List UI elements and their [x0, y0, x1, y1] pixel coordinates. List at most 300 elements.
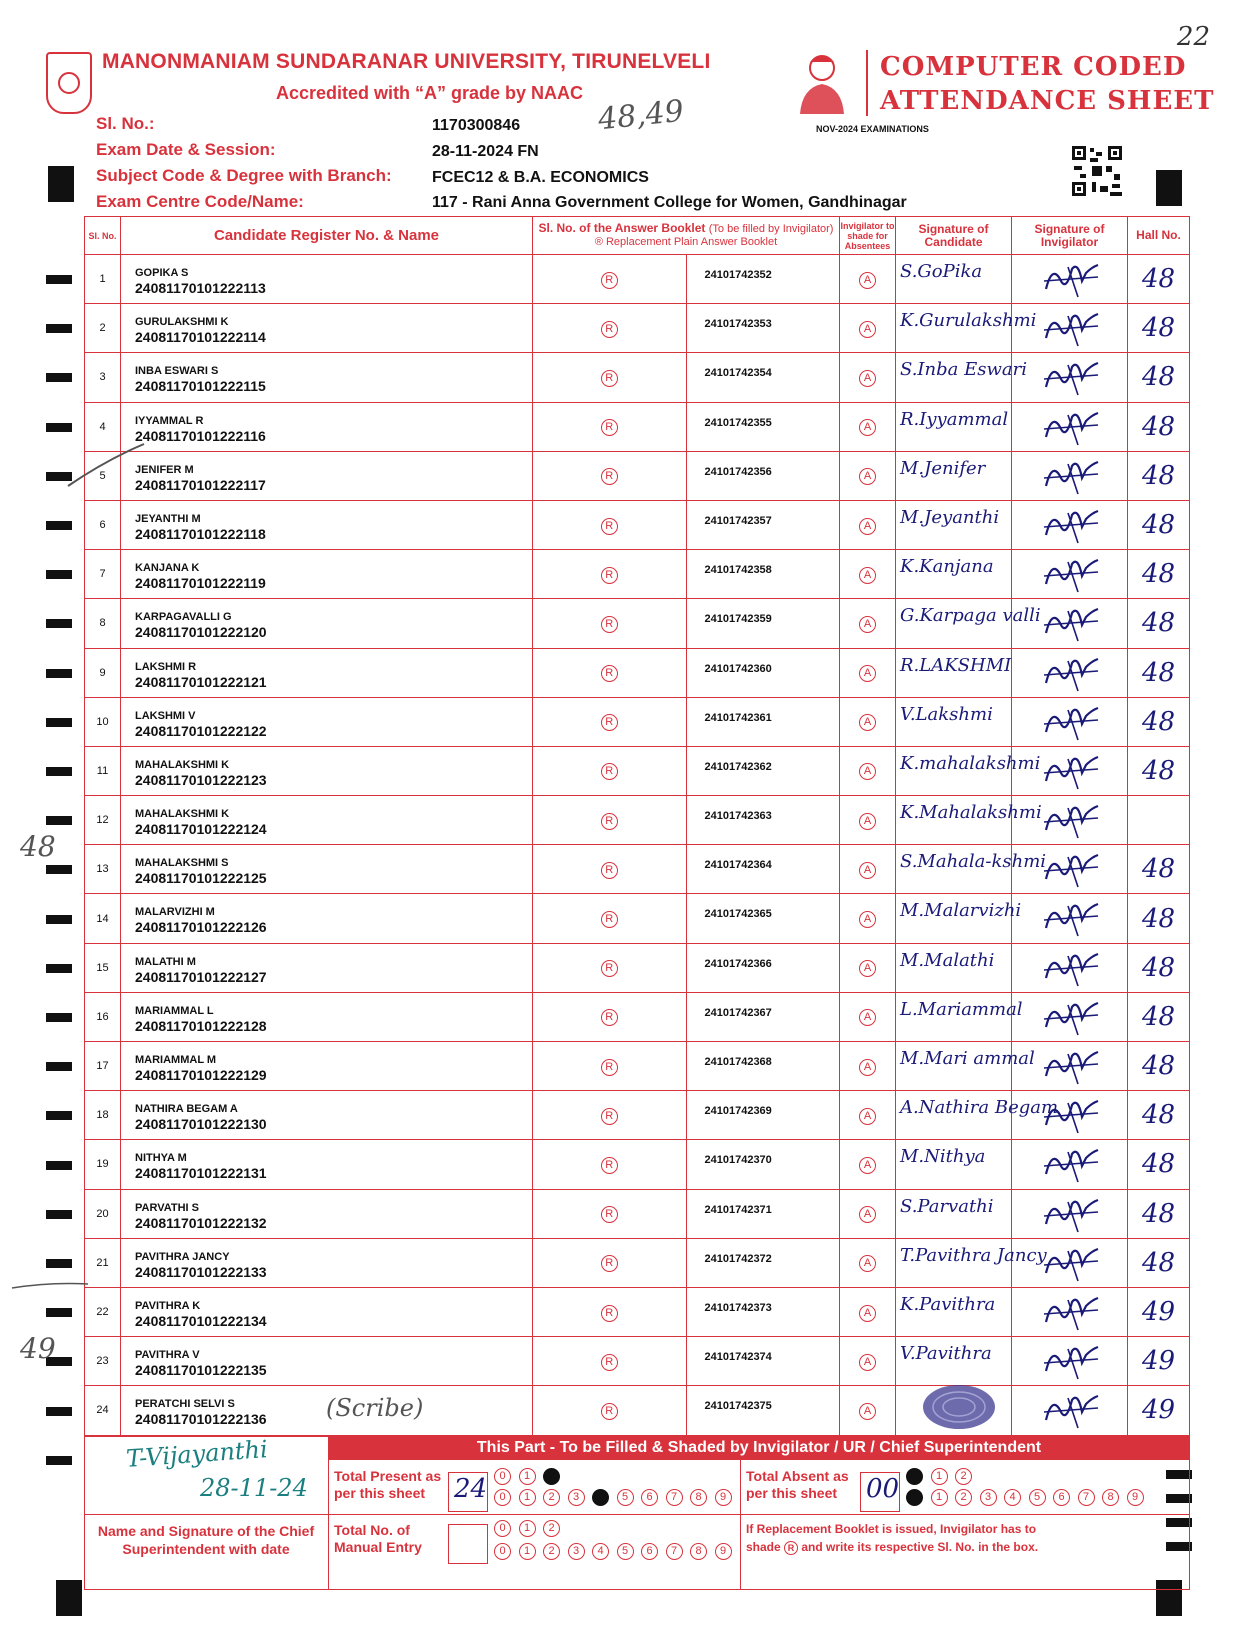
manual-entry-label: Total No. of Manual Entry	[334, 1522, 422, 1555]
candidate-name: MAHALAKSHMI S	[135, 857, 229, 870]
candidate-name: MALARVIZHI M	[135, 906, 215, 919]
digit-bubble[interactable]: 6	[641, 1489, 658, 1506]
row-hall-no	[1128, 255, 1190, 304]
candidate-signature: T.Pavithra Jancy	[900, 1244, 1047, 1266]
row-candidate-signature	[896, 1042, 1035, 1091]
timing-mark	[46, 570, 72, 579]
candidate-signature: K.Pavithra	[900, 1293, 996, 1315]
row-absent-cell	[840, 648, 896, 697]
absent-bubble[interactable]: A	[859, 1206, 876, 1223]
absent-bubble[interactable]: A	[859, 419, 876, 436]
row-invigilator-signature	[1012, 894, 1128, 943]
timing-mark	[46, 865, 72, 874]
table-row	[85, 943, 1190, 992]
invigilator-signature-mark	[1038, 751, 1102, 791]
row-sl-no: 13	[85, 845, 121, 894]
invigilator-signature-mark	[1038, 849, 1102, 889]
replacement-bubble[interactable]: R	[601, 1255, 618, 1272]
replacement-header-note: ® Replacement Plain Answer Booklet	[594, 236, 778, 248]
candidate-signature: L.Mariammal	[900, 998, 1023, 1020]
replacement-bubble[interactable]: R	[601, 370, 618, 387]
absent-bubble[interactable]: A	[859, 370, 876, 387]
invigilator-signature-mark	[1038, 1390, 1102, 1430]
replacement-bubble[interactable]: R	[601, 321, 618, 338]
table-row	[85, 1042, 1190, 1091]
row-replacement-cell	[533, 648, 687, 697]
row-candidate-signature	[896, 1287, 1012, 1336]
candidate-register-no: 24081170101222134	[135, 1312, 267, 1329]
digit-bubble[interactable]: 7	[666, 1543, 683, 1560]
candidate-signature: S.GoPika	[900, 261, 983, 282]
table-row	[85, 500, 1190, 549]
row-candidate	[121, 796, 533, 845]
row-hall-no	[1128, 1337, 1190, 1386]
row-booklet-no: 24101742371	[686, 1189, 840, 1238]
candidate-register-no: 24081170101222130	[135, 1116, 267, 1133]
row-invigilator-signature	[1012, 1287, 1128, 1336]
row-candidate	[121, 599, 533, 648]
subject-label: Subject Code & Degree with Branch:	[96, 166, 392, 185]
hall-no-value: 48	[1141, 1100, 1176, 1131]
col-header-hall-no: Hall No.	[1128, 217, 1190, 255]
divider	[84, 1514, 1190, 1515]
candidate-name: PERATCHI SELVI S	[135, 1398, 235, 1411]
row-candidate-signature	[896, 353, 1027, 402]
row-absent-cell	[840, 992, 896, 1041]
manual-entry-box[interactable]	[448, 1524, 488, 1564]
row-replacement-cell	[533, 1189, 687, 1238]
invigilator-signature-mark	[1038, 800, 1102, 840]
row-sl-no: 15	[85, 943, 121, 992]
absent-bubble[interactable]: A	[859, 321, 876, 338]
col-header-invigilator-signature: Signature of Invigilator	[1012, 217, 1128, 255]
digit-bubble[interactable]: 1	[519, 1468, 536, 1485]
row-hall-no	[1128, 402, 1190, 451]
row-replacement-cell	[533, 1238, 687, 1287]
candidate-register-no: 24081170101222135	[135, 1362, 267, 1379]
digit-bubble[interactable]: 0	[494, 1468, 511, 1485]
row-invigilator-signature	[1012, 451, 1128, 500]
chief-superintendent-date: 28-11-24	[200, 1474, 308, 1502]
row-replacement-cell	[533, 1140, 687, 1189]
total-absent-units-bubbles[interactable]	[906, 1489, 1144, 1506]
row-replacement-cell	[533, 304, 687, 353]
absent-bubble[interactable]: A	[859, 1255, 876, 1272]
replacement-bubble[interactable]: R	[601, 1108, 618, 1125]
candidate-register-no: 24081170101222119	[135, 575, 266, 592]
digit-bubble[interactable]: 7	[1078, 1489, 1095, 1506]
replacement-bubble[interactable]: R	[601, 714, 618, 731]
candidate-signature: K.Gurulakshmi	[900, 310, 1037, 332]
candidate-name: NATHIRA BEGAM A	[135, 1103, 238, 1116]
row-replacement-cell	[533, 402, 687, 451]
total-present-units-bubbles[interactable]	[494, 1489, 732, 1506]
digit-bubble[interactable]: 1	[931, 1489, 948, 1506]
sl-no-value: 1170300846	[432, 117, 521, 134]
row-absent-cell	[840, 1140, 896, 1189]
replacement-bubble[interactable]: R	[601, 960, 618, 977]
invigilator-signature-mark	[1038, 1046, 1102, 1086]
row-absent-cell	[840, 1042, 896, 1091]
replacement-bubble[interactable]: R	[601, 518, 618, 535]
total-present-value: 24	[454, 1474, 488, 1504]
row-hall-no	[1128, 1386, 1190, 1435]
row-hall-no	[1128, 1140, 1190, 1189]
row-invigilator-signature	[1012, 1042, 1128, 1091]
divider	[328, 1436, 329, 1590]
handwritten-hall-numbers: 48,49	[596, 93, 686, 138]
replacement-bubble[interactable]: R	[601, 1403, 618, 1420]
hall-no-value: 48	[1141, 460, 1176, 491]
digit-bubble[interactable]: 8	[690, 1543, 707, 1560]
candidate-name: JEYANTHI M	[135, 512, 201, 525]
table-row	[85, 1386, 1190, 1435]
absent-bubble[interactable]: A	[859, 518, 876, 535]
timing-mark	[46, 767, 72, 776]
timing-mark	[46, 669, 72, 678]
candidate-name: MAHALAKSHMI K	[135, 808, 230, 821]
row-sl-no: 7	[85, 550, 121, 599]
digit-bubble[interactable]: 4	[592, 1489, 609, 1506]
digit-bubble[interactable]: 0	[906, 1468, 923, 1485]
table-row	[85, 550, 1190, 599]
candidate-signature: R.Iyyammal	[900, 408, 1009, 430]
absent-bubble[interactable]: A	[859, 665, 876, 682]
row-candidate-signature	[896, 500, 1012, 549]
row-candidate-signature	[896, 992, 1023, 1041]
chief-superintendent-signature: T-Vijayanthi	[125, 1435, 269, 1473]
absent-bubble[interactable]: A	[859, 960, 876, 977]
digit-bubble[interactable]: 0	[494, 1543, 511, 1560]
row-booklet-no: 24101742361	[686, 697, 840, 746]
row-candidate	[121, 648, 533, 697]
invigilator-signature-mark	[1038, 1243, 1102, 1283]
row-replacement-cell	[533, 599, 687, 648]
row-invigilator-signature	[1012, 1386, 1128, 1435]
table-row	[85, 992, 1190, 1041]
hall-no-value: 49	[1141, 1395, 1176, 1426]
row-sl-no: 5	[85, 451, 121, 500]
absent-bubble[interactable]: A	[859, 911, 876, 928]
row-absent-cell	[840, 1287, 896, 1336]
row-invigilator-signature	[1012, 845, 1128, 894]
row-candidate	[121, 451, 533, 500]
row-candidate	[121, 402, 533, 451]
hall-no-value: 48	[1141, 1198, 1176, 1229]
candidate-signature: M.Malathi	[900, 949, 995, 971]
row-hall-no	[1128, 1238, 1190, 1287]
table-row	[85, 1238, 1190, 1287]
registration-mark	[1156, 170, 1182, 206]
digit-bubble[interactable]: 9	[1127, 1489, 1144, 1506]
row-candidate-signature	[896, 599, 1041, 648]
row-invigilator-signature	[1012, 1189, 1128, 1238]
digit-bubble[interactable]: 9	[715, 1543, 732, 1560]
invigilator-signature-mark	[1038, 898, 1102, 938]
row-booklet-no: 24101742366	[686, 943, 840, 992]
digit-bubble[interactable]: 2	[543, 1468, 560, 1485]
row-candidate-signature	[896, 1337, 1012, 1386]
candidate-name: PARVATHI S	[135, 1201, 199, 1214]
row-sl-no: 2	[85, 304, 121, 353]
row-candidate-signature	[896, 255, 1012, 304]
replacement-bubble[interactable]: R	[601, 813, 618, 830]
candidate-signature: M.Jenifer	[900, 457, 986, 479]
hall-no-value: 48	[1141, 264, 1176, 295]
row-hall-no	[1128, 1189, 1190, 1238]
candidate-signature: V.Lakshmi	[900, 703, 993, 725]
absent-bubble[interactable]: A	[859, 862, 876, 879]
table-row	[85, 402, 1190, 451]
candidate-signature: M.Malarvizhi	[900, 900, 1022, 922]
digit-bubble[interactable]: 9	[715, 1489, 732, 1506]
table-row	[85, 1189, 1190, 1238]
table-row	[85, 845, 1190, 894]
digit-bubble[interactable]: 5	[617, 1489, 634, 1506]
timing-mark	[46, 1456, 72, 1465]
replacement-bubble[interactable]: R	[601, 567, 618, 584]
session-label: NOV-2024 EXAMINATIONS	[816, 124, 929, 134]
replacement-bubble[interactable]: R	[601, 1305, 618, 1322]
row-absent-cell	[840, 500, 896, 549]
divider	[740, 1460, 741, 1590]
candidate-name: INBA ESWARI S	[135, 365, 219, 378]
table-row	[85, 697, 1190, 746]
manual-entry-tens-bubbles[interactable]	[494, 1520, 560, 1537]
digit-bubble[interactable]: 3	[568, 1543, 585, 1560]
candidate-register-no: 24081170101222123	[135, 771, 267, 788]
digit-bubble[interactable]: 8	[1102, 1489, 1119, 1506]
candidate-signature: V.Pavithra	[900, 1343, 992, 1365]
row-booklet-no: 24101742355	[686, 402, 840, 451]
row-sl-no: 8	[85, 599, 121, 648]
row-replacement-cell	[533, 353, 687, 402]
digit-bubble[interactable]: 0	[494, 1520, 511, 1537]
total-absent-label: Total Absent as per this sheet	[746, 1468, 849, 1501]
row-booklet-no: 24101742373	[686, 1287, 840, 1336]
candidate-name: JENIFER M	[135, 463, 194, 476]
candidate-register-no: 24081170101222113	[135, 280, 266, 296]
invigilator-signature-mark	[1038, 308, 1102, 348]
digit-bubble[interactable]: 6	[641, 1543, 658, 1560]
hall-no-value: 48	[1141, 854, 1176, 885]
digit-bubble[interactable]: 2	[543, 1520, 560, 1537]
replacement-bubble[interactable]: R	[601, 911, 618, 928]
row-replacement-cell	[533, 746, 687, 795]
hall-no-value: 48	[1141, 608, 1176, 639]
row-candidate	[121, 1287, 533, 1336]
row-booklet-no: 24101742374	[686, 1337, 840, 1386]
digit-bubble[interactable]: 3	[568, 1489, 585, 1506]
absent-bubble[interactable]: A	[859, 1354, 876, 1371]
digit-bubble[interactable]: 5	[617, 1543, 634, 1560]
row-sl-no: 19	[85, 1140, 121, 1189]
fingerprint-mark	[920, 1382, 998, 1432]
invigilator-signature-mark	[1038, 997, 1102, 1037]
row-candidate-signature	[896, 943, 1012, 992]
replacement-bubble[interactable]: R	[601, 1059, 618, 1076]
row-booklet-no: 24101742358	[686, 550, 840, 599]
digit-bubble[interactable]: 0	[494, 1489, 511, 1506]
invigilator-signature-mark	[1038, 505, 1102, 545]
row-hall-no	[1128, 451, 1190, 500]
row-hall-no	[1128, 304, 1190, 353]
row-absent-cell	[840, 796, 896, 845]
absent-bubble[interactable]: A	[859, 567, 876, 584]
candidate-register-no: 24081170101222118	[135, 525, 266, 542]
row-replacement-cell	[533, 1091, 687, 1140]
row-candidate	[121, 304, 533, 353]
row-booklet-no: 24101742369	[686, 1091, 840, 1140]
absent-bubble[interactable]: A	[859, 1108, 876, 1125]
candidate-name: KANJANA K	[135, 562, 200, 575]
candidate-signature: A.Nathira Begam	[900, 1097, 1059, 1119]
replacement-bubble[interactable]: R	[601, 1157, 618, 1174]
candidate-name: GOPIKA S	[135, 267, 189, 279]
absent-bubble[interactable]: A	[859, 468, 876, 485]
digit-bubble[interactable]: 3	[980, 1489, 997, 1506]
digit-bubble[interactable]: 7	[666, 1489, 683, 1506]
row-candidate	[121, 746, 533, 795]
row-hall-no	[1128, 1042, 1190, 1091]
digit-bubble[interactable]: 1	[931, 1468, 948, 1485]
note-line-1: If Replacement Booklet is issued, Invigilator has to	[746, 1522, 1037, 1536]
digit-bubble[interactable]: 2	[543, 1489, 560, 1506]
replacement-bubble[interactable]: R	[601, 468, 618, 485]
replacement-bubble[interactable]: R	[601, 665, 618, 682]
invigilator-signature-mark	[1038, 1095, 1102, 1135]
replacement-bubble[interactable]: R	[601, 763, 618, 780]
registration-mark	[56, 1580, 82, 1616]
absent-bubble[interactable]: A	[859, 1305, 876, 1322]
row-invigilator-signature	[1012, 1091, 1128, 1140]
row-absent-cell	[840, 255, 896, 304]
replacement-bubble[interactable]: R	[601, 1009, 618, 1026]
total-present-tens-bubbles[interactable]	[494, 1468, 560, 1485]
row-sl-no: 4	[85, 402, 121, 451]
absent-bubble[interactable]: A	[859, 1009, 876, 1026]
hall-no-value: 48	[1141, 706, 1176, 737]
digit-bubble[interactable]: 1	[519, 1520, 536, 1537]
row-candidate	[121, 500, 533, 549]
candidate-name: GURULAKSHMI K	[135, 316, 229, 329]
row-absent-cell	[840, 1091, 896, 1140]
row-booklet-no: 24101742360	[686, 648, 840, 697]
replacement-bubble[interactable]: R	[601, 862, 618, 879]
digit-bubble[interactable]: 8	[690, 1489, 707, 1506]
table-row	[85, 1091, 1190, 1140]
col-header-absentee-shade: Invigilator to shade for Absentees	[840, 217, 896, 255]
candidate-register-no: 24081170101222131	[135, 1165, 267, 1182]
manual-entry-units-bubbles[interactable]	[494, 1543, 732, 1560]
candidate-name: IYYAMMAL R	[135, 414, 204, 427]
row-candidate	[121, 1238, 533, 1287]
row-hall-no	[1128, 943, 1190, 992]
replacement-bubble[interactable]: R	[601, 1354, 618, 1371]
row-absent-cell	[840, 746, 896, 795]
row-absent-cell	[840, 550, 896, 599]
timing-mark	[46, 1111, 72, 1120]
row-absent-cell	[840, 599, 896, 648]
row-sl-no: 21	[85, 1238, 121, 1287]
candidate-register-no: 24081170101222120	[135, 624, 267, 641]
row-invigilator-signature	[1012, 550, 1128, 599]
note-post: and write its respective Sl. No. in the box.	[801, 1540, 1039, 1554]
digit-bubble[interactable]: 4	[1004, 1489, 1021, 1506]
row-absent-cell	[840, 1386, 896, 1435]
hall-no-value: 48	[1141, 903, 1176, 934]
absent-bubble[interactable]: A	[859, 1403, 876, 1420]
absent-bubble[interactable]: A	[859, 813, 876, 830]
row-sl-no: 3	[85, 353, 121, 402]
hall-no-value: 48	[1141, 411, 1176, 442]
absent-bubble[interactable]: A	[859, 272, 876, 289]
col-header-candidate-signature: Signature of Candidate	[896, 217, 1012, 255]
digit-bubble[interactable]: 4	[592, 1543, 609, 1560]
timing-mark	[46, 1259, 72, 1268]
row-invigilator-signature	[1012, 402, 1128, 451]
row-booklet-no: 24101742372	[686, 1238, 840, 1287]
absent-bubble[interactable]: A	[859, 616, 876, 633]
digit-bubble[interactable]: 6	[1053, 1489, 1070, 1506]
digit-bubble[interactable]: 1	[519, 1543, 536, 1560]
table-row	[85, 304, 1190, 353]
invigilator-signature-mark	[1038, 357, 1102, 397]
replacement-bubble[interactable]: R	[601, 616, 618, 633]
row-replacement-cell	[533, 894, 687, 943]
total-absent-tens-bubbles[interactable]	[906, 1468, 972, 1485]
table-header-row	[85, 217, 1190, 255]
row-absent-cell	[840, 304, 896, 353]
absent-bubble[interactable]: A	[859, 714, 876, 731]
digit-bubble[interactable]: 0	[906, 1489, 923, 1506]
row-hall-no	[1128, 599, 1190, 648]
absent-bubble[interactable]: A	[859, 1157, 876, 1174]
row-booklet-no: 24101742368	[686, 1042, 840, 1091]
row-candidate	[121, 845, 533, 894]
replacement-bubble[interactable]: R	[601, 1206, 618, 1223]
row-candidate-signature	[896, 1189, 1012, 1238]
invigilator-signature-mark	[1038, 1341, 1102, 1381]
candidate-name: PAVITHRA K	[135, 1299, 201, 1312]
digit-bubble[interactable]: 2	[955, 1489, 972, 1506]
table-row	[85, 255, 1190, 304]
candidate-name: MALATHI M	[135, 955, 196, 968]
digit-bubble[interactable]: 5	[1029, 1489, 1046, 1506]
row-hall-no	[1128, 796, 1190, 845]
digit-bubble[interactable]: 2	[543, 1543, 560, 1560]
candidate-register-no: 24081170101222127	[135, 968, 267, 985]
digit-bubble[interactable]: 2	[955, 1468, 972, 1485]
invigilator-signature-mark	[1038, 456, 1102, 496]
absent-bubble[interactable]: A	[859, 1059, 876, 1076]
replacement-bubble[interactable]: R	[601, 272, 618, 289]
row-replacement-cell	[533, 796, 687, 845]
col-header-sl-no: Sl. No.	[85, 217, 121, 255]
absent-bubble[interactable]: A	[859, 763, 876, 780]
row-booklet-no: 24101742363	[686, 796, 840, 845]
row-sl-no: 16	[85, 992, 121, 1041]
timing-mark	[46, 373, 72, 382]
margin-hall-49-note: 49	[20, 1332, 56, 1365]
replacement-bubble[interactable]: R	[601, 419, 618, 436]
digit-bubble[interactable]: 1	[519, 1489, 536, 1506]
row-invigilator-signature	[1012, 599, 1128, 648]
candidate-register-no: 24081170101222114	[135, 329, 266, 346]
candidate-name: MARIAMMAL L	[135, 1004, 214, 1017]
row-candidate	[121, 353, 533, 402]
row-candidate	[121, 1189, 533, 1238]
